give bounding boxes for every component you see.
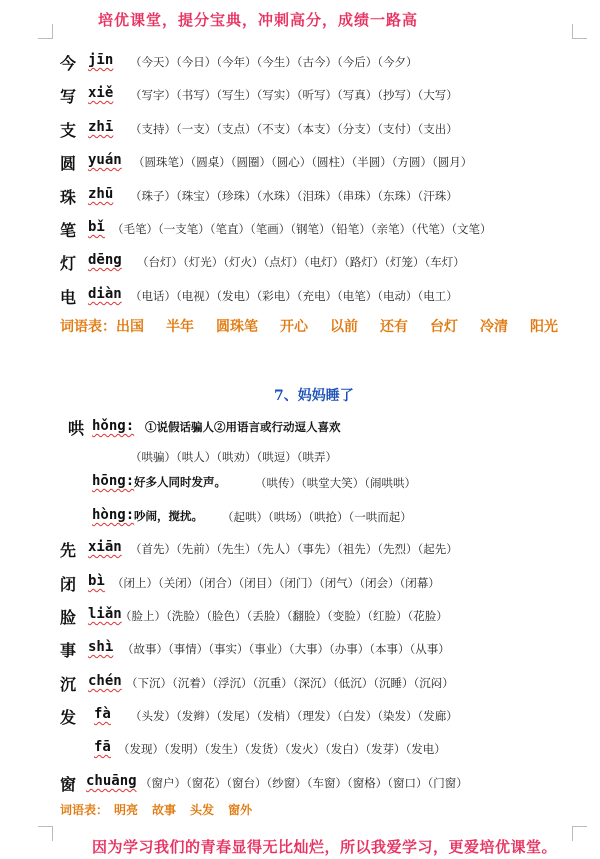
vocab-label: 词语表： [60,319,116,335]
entry-words: （毛笔）（一支笔）（笔直）（笔画）（钢笔）（铅笔）（亲笔）（代笔）（文笔） [112,222,492,236]
vocab-word: 还有 [380,319,408,335]
entry-words: （故事）（事情）（事实）（事业）（大事）（办事）（本事）（从事） [122,642,450,656]
entry-pinyin: chén [88,673,122,689]
entry-pinyin: hǒng: [92,418,135,434]
crop-mark-top-left [38,24,53,39]
entry-meaning: 好多人同时发声。 [134,475,226,489]
entry-pinyin: diàn [88,286,122,302]
entry-words: （下沉）（沉着）（浮沉）（沉重）（深沉）（低沉）（沉睡）（沉闷） [126,676,454,690]
entry-pinyin: fā [94,739,111,755]
header-banner: 培优课堂，提分宝典，冲刺高分，成绩一路高 [98,11,419,29]
vocab-word: 出国 [116,319,144,335]
entry-pinyin: jīn [88,52,114,68]
entry-pinyin: hòng: [92,507,135,523]
entry-char: 灯 [60,254,77,273]
entry-words: （台灯）（灯光）（灯火）（点灯）（电灯）（路灯）（灯笼）（车灯） [137,255,465,269]
entry-char: 先 [60,541,77,560]
vocab-word: 阳光 [530,319,558,335]
entry-pinyin: dēng [88,252,122,268]
entry-char: 电 [60,288,77,307]
vocab-word: 以前 [330,319,358,335]
entry-words: （头发）（发辫）（发尾）（发梢）（理发）（白发）（染发）（发廊） [130,709,458,723]
entry-pinyin: bì [88,573,105,589]
vocab-label: 词语表： [60,803,109,817]
entry-char: 珠 [60,188,77,207]
entry-char: 写 [60,87,77,106]
entry-pinyin: liǎn [88,606,122,622]
vocab-word: 开心 [280,319,308,335]
entry-char: 发 [60,708,77,727]
entry-char: 沉 [60,675,77,694]
entry-char: 事 [60,641,77,660]
entry-words: （珠子）（珠宝）（珍珠）（水珠）（泪珠）（串珠）（东珠）（汗珠） [130,189,458,203]
entry-words: （写字）（书写）（写生）（写实）（听写）（写真）（抄写）（大写） [130,88,458,102]
entry-words: （起哄）（哄场）（哄抢）（一哄而起） [222,510,412,524]
footer-banner: 因为学习我们的青春显得无比灿烂，所以我爱学习，更爱培优课堂。 [92,838,558,856]
vocab-word: 头发 [190,803,215,817]
vocab-word: 窗外 [228,803,253,817]
vocab-word: 圆珠笔 [216,319,258,335]
vocab-word: 台灯 [430,319,458,335]
entry-words: （发现）（发明）（发生）（发货）（发火）（发白）（发芽）（发电） [118,742,446,756]
entry-words: （首先）（先前）（先生）（先人）（事先）（祖先）（先烈）（起先） [130,542,458,556]
entry-words: （支持）（一支）（支点）（不支）（本支）（分支）（支付）（支出） [130,122,458,136]
entry-words: （闭上）（关闭）（闭合）（闭目）（闭门）（闭气）（闭会）（闭幕） [112,576,440,590]
vocab-list-1 [60,316,558,336]
entry-char: 支 [60,121,77,140]
entry-pinyin: bǐ [88,219,105,235]
vocab-word: 冷清 [480,319,508,335]
lesson-title: 7、妈妈睡了 [274,388,354,404]
entry-words: （脸上）（洗脸）（脸色）（丢脸）（翻脸）（变脸）（红脸）（花脸） [120,609,448,623]
vocab-list-2 [60,801,252,818]
entry-words: （电话）（电视）（发电）（彩电）（充电）（电笔）（电动）（电工） [130,289,458,303]
entry-pinyin: xiān [88,539,122,555]
entry-pinyin: zhī [88,119,114,135]
entry-pinyin: fà [94,706,111,722]
crop-mark-bottom-right [572,826,587,841]
entry-pinyin: xiě [88,85,114,101]
entry-meaning: 吵闹，搅扰。 [134,509,203,523]
crop-mark-bottom-left [38,826,53,841]
entry-words: （哄传）（哄堂大笑）（闹哄哄） [255,476,416,490]
entry-char: 今 [60,54,77,73]
entry-pinyin: hōng: [92,473,135,489]
vocab-word: 故事 [152,803,177,817]
entry-char: 窗 [60,775,77,794]
vocab-word: 半年 [166,319,194,335]
crop-mark-top-right [572,24,587,39]
entry-char: 笔 [60,221,77,240]
entry-words: （窗户）（窗花）（窗台）（纱窗）（车窗）（窗格）（窗口）（门窗） [140,776,468,790]
entry-char: 闭 [60,575,77,594]
entry-pinyin: yuán [88,152,122,168]
entry-char: 脸 [60,608,77,627]
entry-words: （今天）（今日）（今年）（今生）（古今）（今后）（今夕） [130,55,418,69]
vocab-word: 明亮 [114,803,139,817]
entry-pinyin: chuāng [86,773,137,789]
entry-pinyin: shì [88,639,114,655]
entry-char: 哄 [68,419,85,438]
entry-words: （哄骗）（哄人）（哄劝）（哄逗）（哄弄） [130,450,337,464]
entry-words: （圆珠笔）（圆桌）（圆圈）（圆心）（圆柱）（半圆）（方圆）（圆月） [133,155,473,169]
entry-char: 圆 [60,154,77,173]
entry-meaning: ①说假话骗人②用语言或行动逗人喜欢 [145,420,341,434]
entry-pinyin: zhū [88,186,114,202]
